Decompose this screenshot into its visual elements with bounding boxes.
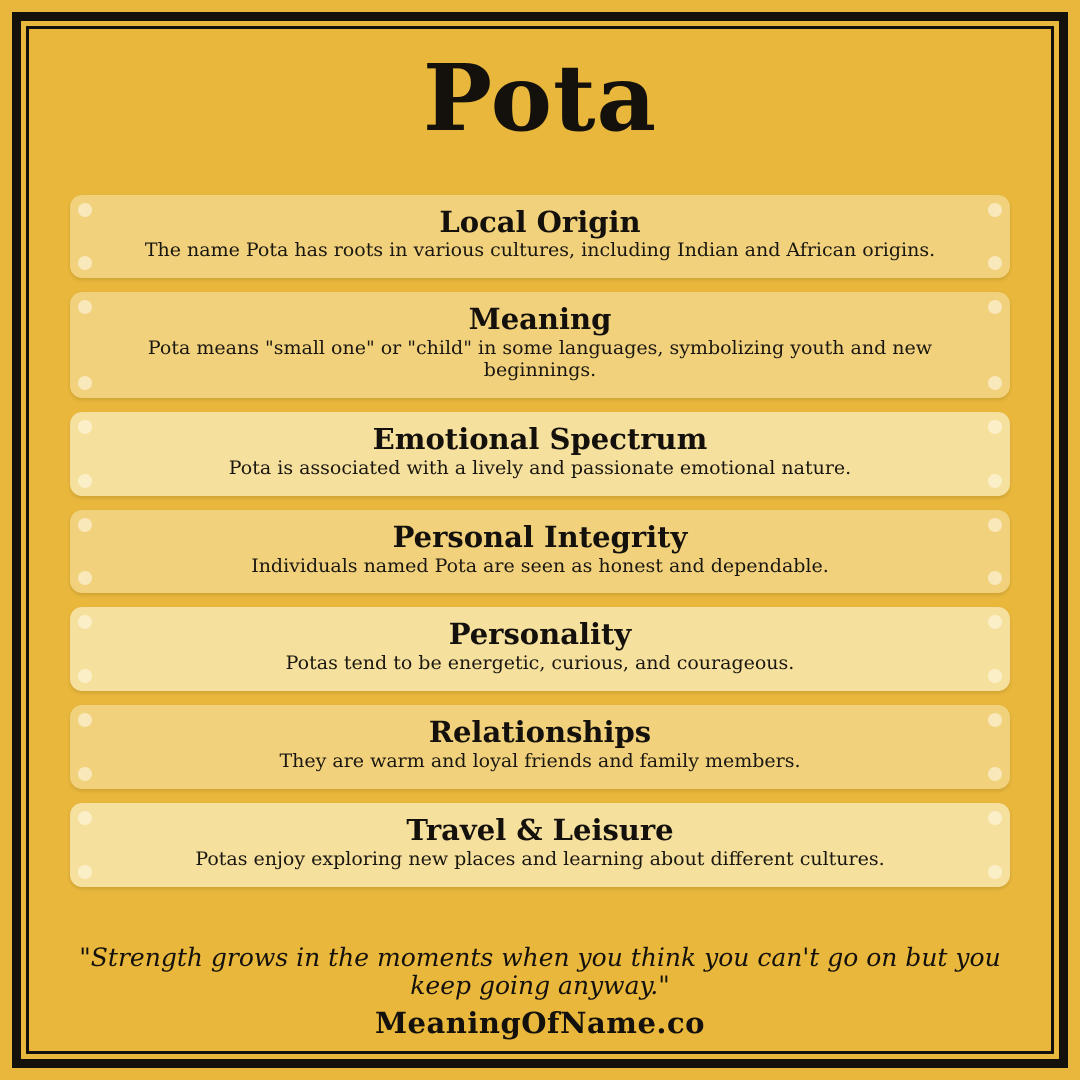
card-dot-bottom-left-icon	[78, 256, 92, 270]
info-card	[70, 412, 1010, 496]
card-dot-bottom-right-icon	[988, 767, 1002, 781]
info-card	[70, 607, 1010, 691]
card-dot-bottom-left-icon	[78, 474, 92, 488]
card-heading: Local Origin	[439, 204, 641, 239]
card-dot-bottom-right-icon	[988, 256, 1002, 270]
info-card-list	[40, 195, 1040, 887]
card-dot-bottom-right-icon	[988, 669, 1002, 683]
card-body: The name Pota has roots in various cultures, including Indian and African origins.	[144, 239, 936, 262]
card-heading: Personal Integrity	[392, 519, 688, 554]
card-heading: Personality	[448, 617, 632, 652]
card-dot-bottom-left-icon	[78, 767, 92, 781]
card-heading: Emotional Spectrum	[372, 421, 708, 456]
page-title: Pota	[422, 44, 658, 152]
card-body: Pota is associated with a lively and passionate emotional nature.	[228, 456, 852, 479]
footer-brand: MeaningOfName.co	[374, 1006, 706, 1040]
card-body: Pota means "small one" or "child" in some languages, symbolizing youth and new beginnings.	[147, 337, 933, 382]
info-card	[70, 705, 1010, 789]
card-heading: Meaning	[468, 302, 612, 337]
card-body: Potas tend to be energetic, curious, and courageous.	[285, 652, 795, 675]
card-dot-bottom-right-icon	[988, 571, 1002, 585]
card-dot-bottom-right-icon	[988, 376, 1002, 390]
info-card	[70, 510, 1010, 594]
card-dot-bottom-left-icon	[78, 669, 92, 683]
footer-quote: "Strength grows in the moments when you think you can't go on but you keep going anyway."	[79, 943, 1001, 1000]
info-card	[70, 195, 1010, 279]
card-body: Potas enjoy exploring new places and learning about different cultures.	[195, 847, 885, 870]
card-dot-bottom-right-icon	[988, 474, 1002, 488]
info-card	[70, 292, 1010, 398]
card-dot-bottom-left-icon	[78, 571, 92, 585]
card-dot-bottom-left-icon	[78, 865, 92, 879]
card-heading: Relationships	[428, 715, 652, 750]
poster-footer	[40, 944, 1040, 1046]
card-body: They are warm and loyal friends and family members.	[279, 750, 801, 772]
card-dot-bottom-right-icon	[988, 865, 1002, 879]
poster-content	[40, 34, 1040, 1046]
card-body: Individuals named Pota are seen as honest and dependable.	[251, 554, 829, 577]
card-heading: Travel & Leisure	[406, 812, 674, 847]
card-dot-bottom-left-icon	[78, 376, 92, 390]
info-card	[70, 803, 1010, 887]
